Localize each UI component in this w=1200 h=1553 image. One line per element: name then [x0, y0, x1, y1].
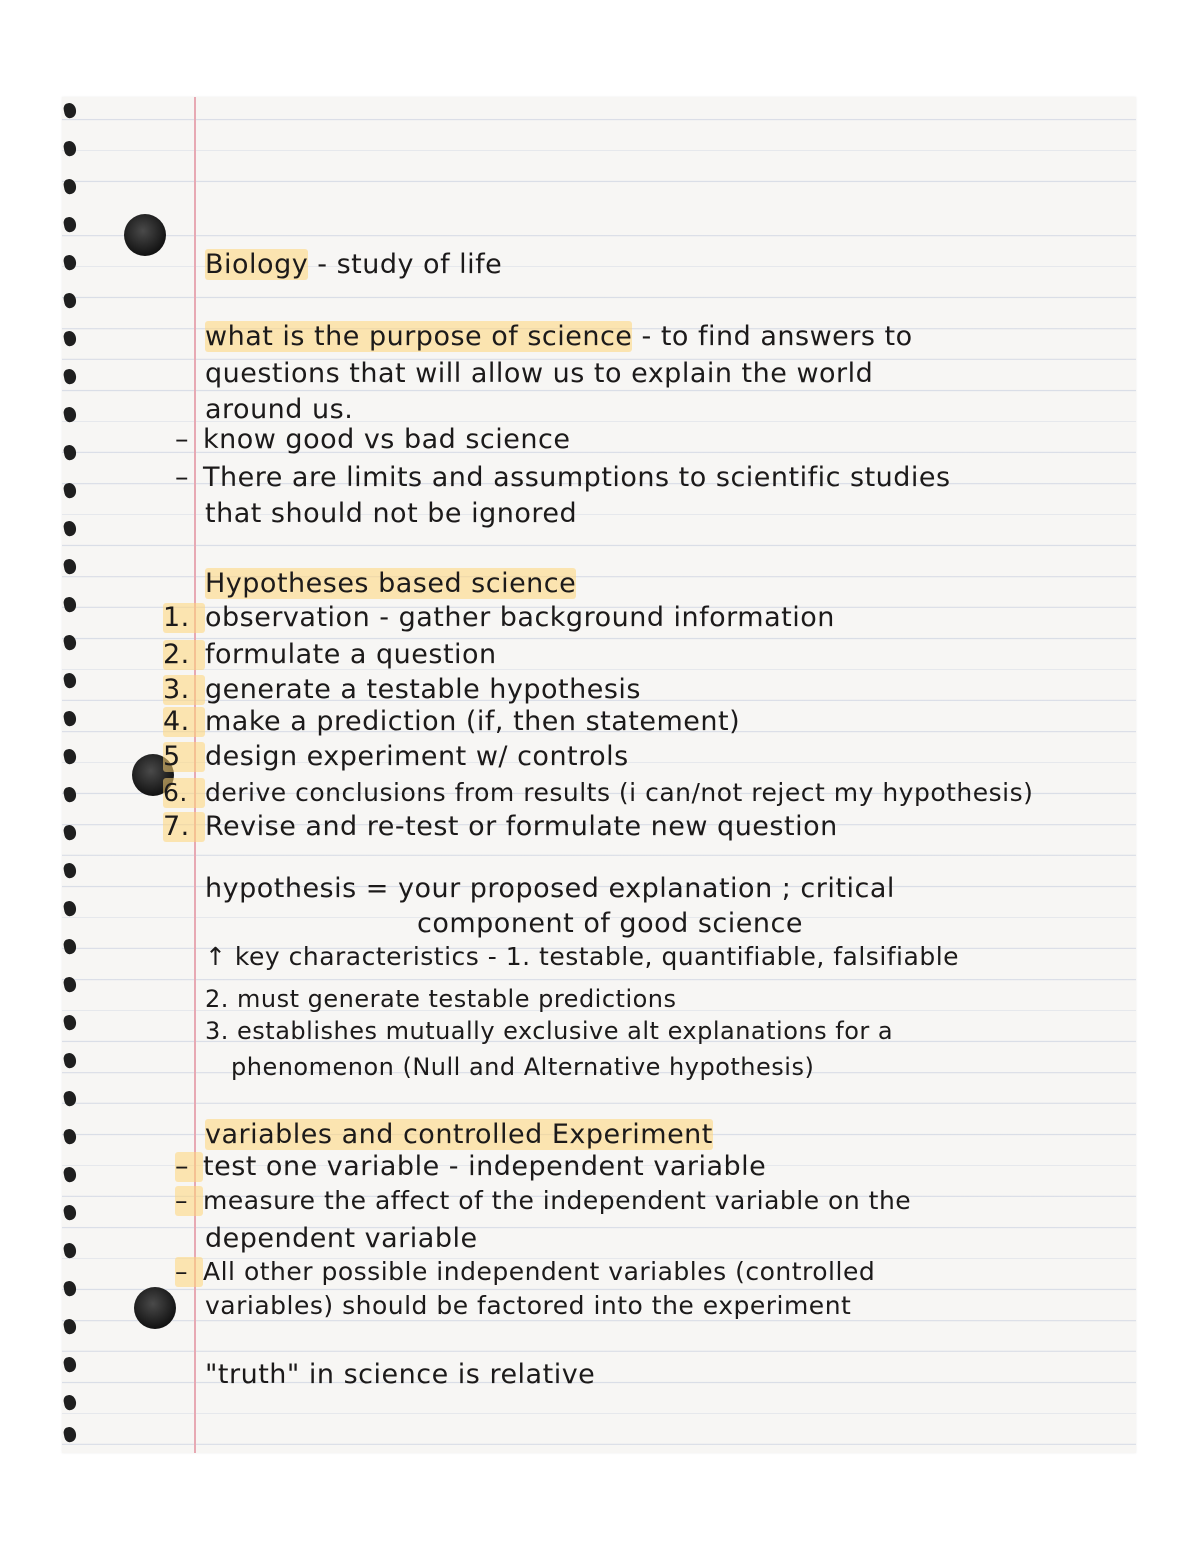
purpose-line-1	[205, 322, 913, 352]
hypothesis-line-1: hypothesis = your proposed explanation ; critical	[205, 873, 895, 904]
purpose-line-2: questions that will allow us to explain the world	[205, 358, 874, 389]
spiral-ring	[63, 102, 78, 119]
hypo-science-heading	[205, 569, 576, 599]
truth-line: "truth" in science is relative	[205, 1359, 596, 1390]
spiral-ring	[63, 368, 78, 385]
step-number: 4.	[163, 707, 205, 737]
spiral-ring	[63, 862, 78, 879]
spiral-ring	[63, 1166, 78, 1183]
step-text: generate a testable hypothesis	[205, 674, 641, 705]
spiral-ring	[63, 520, 78, 537]
spiral-ring	[63, 900, 78, 917]
purpose-line-3: around us.	[205, 394, 354, 425]
spiral-ring	[63, 406, 78, 423]
spiral-ring	[63, 178, 78, 195]
title-line	[205, 250, 502, 280]
bullet-text: All other possible independent variables (controlled	[203, 1257, 876, 1286]
step-number: 7.	[163, 812, 205, 842]
purpose-rest: - to find answers to	[632, 321, 913, 352]
bullet-dash: –	[175, 462, 189, 493]
bullet-dash: –	[175, 424, 189, 455]
step-text: make a prediction (if, then statement)	[205, 706, 741, 737]
spiral-ring	[63, 1318, 78, 1335]
punch-hole	[124, 214, 166, 256]
bullet-text: There are limits and assumptions to scientific studies	[203, 462, 951, 493]
hypothesis-line-4: 2. must generate testable predictions	[205, 985, 677, 1013]
spiral-ring	[63, 1394, 78, 1411]
step-5	[163, 742, 629, 772]
step-7	[163, 812, 838, 842]
variables-bullet-2	[175, 1186, 911, 1216]
purpose-bullet-1	[175, 425, 570, 455]
spiral-ring	[63, 672, 78, 689]
spiral-ring	[63, 748, 78, 765]
spiral-ring	[63, 1128, 78, 1145]
bullet-text: test one variable - independent variable	[203, 1151, 767, 1182]
bullet-dash: –	[175, 1152, 203, 1182]
step-1	[163, 603, 835, 633]
spiral-ring	[63, 1052, 78, 1069]
punch-hole	[134, 1287, 176, 1329]
hypothesis-line-5: 3. establishes mutually exclusive alt explanations for a	[205, 1017, 894, 1045]
bullet-dash: –	[175, 1257, 203, 1287]
spiral-ring	[63, 140, 78, 157]
spiral-ring	[63, 938, 78, 955]
spiral-ring	[63, 786, 78, 803]
hypothesis-line-2: component of good science	[417, 908, 803, 939]
step-4	[163, 707, 740, 737]
title-rest: - study of life	[308, 249, 503, 280]
step-2	[163, 640, 497, 670]
spiral-ring	[63, 1204, 78, 1221]
step-number: 3.	[163, 675, 205, 705]
spiral-ring	[63, 596, 78, 613]
spiral-ring	[63, 254, 78, 271]
spiral-ring	[63, 710, 78, 727]
step-number: 5	[163, 742, 205, 772]
step-number: 6.	[163, 778, 205, 808]
purpose-lead: what is the purpose of science	[205, 321, 633, 352]
spiral-ring	[63, 1090, 78, 1107]
step-text: Revise and re-test or formulate new question	[205, 811, 838, 842]
title-word: Biology	[205, 249, 309, 280]
spiral-ring	[63, 330, 78, 347]
spiral-ring	[63, 1242, 78, 1259]
spiral-ring	[63, 634, 78, 651]
notes-content	[163, 97, 1135, 1453]
spiral-ring	[63, 824, 78, 841]
spiral-ring	[63, 1280, 78, 1297]
bullet-text: measure the affect of the independent variable on the	[203, 1186, 912, 1215]
spiral-ring	[63, 482, 78, 499]
spiral-ring	[63, 976, 78, 993]
heading-text: variables and controlled Experiment	[205, 1119, 713, 1150]
hypothesis-line-3: ↑ key characteristics - 1. testable, quantifiable, falsifiable	[205, 942, 960, 971]
step-text: observation - gather background information	[205, 602, 835, 633]
hypothesis-line-6: phenomenon (Null and Alternative hypothesis)	[231, 1053, 815, 1081]
step-text: formulate a question	[205, 639, 497, 670]
variables-bullet-2-cont: dependent variable	[205, 1223, 478, 1254]
step-3	[163, 675, 641, 705]
step-number: 1.	[163, 603, 205, 633]
variables-bullet-1	[175, 1152, 766, 1182]
step-text: design experiment w/ controls	[205, 741, 629, 772]
bullet-text: know good vs bad science	[203, 424, 571, 455]
purpose-bullet-2	[175, 463, 951, 493]
step-text: derive conclusions from results (i can/not reject my hypothesis)	[205, 778, 1034, 807]
spiral-ring	[63, 1356, 78, 1373]
spiral-ring	[63, 216, 78, 233]
notebook-page	[62, 97, 1136, 1453]
spiral-ring	[63, 1014, 78, 1031]
variables-heading	[205, 1120, 713, 1150]
variables-bullet-3	[175, 1257, 875, 1287]
spiral-ring	[63, 292, 78, 309]
heading-text: Hypotheses based science	[205, 568, 577, 599]
margin-line	[194, 97, 196, 1453]
purpose-bullet-2-cont: that should not be ignored	[205, 498, 578, 529]
bullet-dash: –	[175, 1186, 203, 1216]
variables-bullet-3-cont: variables) should be factored into the experiment	[205, 1291, 852, 1320]
spiral-ring	[63, 558, 78, 575]
spiral-ring	[63, 1426, 78, 1443]
step-number: 2.	[163, 640, 205, 670]
step-6	[163, 778, 1033, 808]
spiral-ring	[63, 444, 78, 461]
